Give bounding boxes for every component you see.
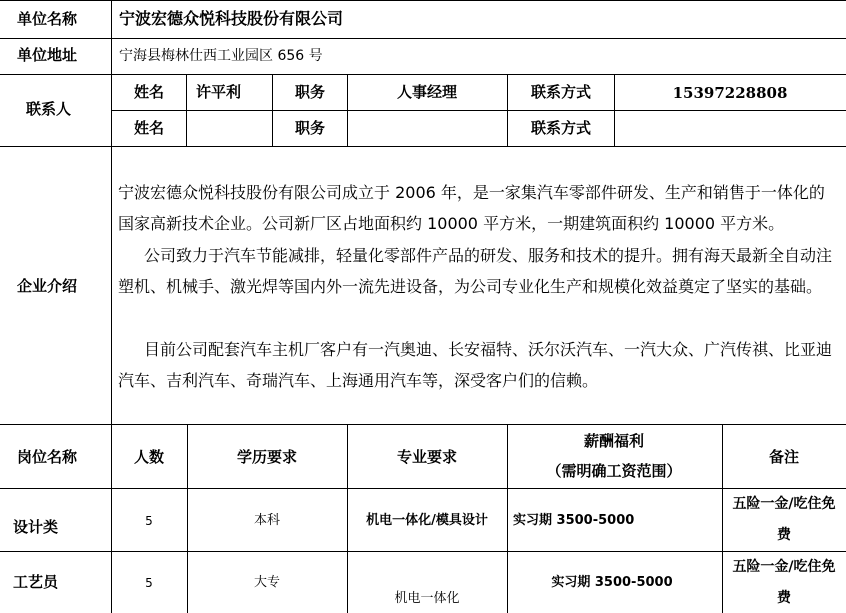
rule-after-header — [0, 488, 846, 489]
job2-note-line2: 费 — [777, 590, 791, 606]
job1-education: 本科 — [253, 513, 281, 528]
contact-phone-label: 联系方式 — [530, 83, 592, 101]
contact-phone: 15397228808 — [672, 84, 788, 102]
header-education: 学历要求 — [236, 448, 298, 466]
header-count: 人数 — [133, 448, 165, 466]
header-salary-line2: （需明确工资范围） — [546, 462, 682, 480]
rule-top — [0, 0, 846, 1]
rule-contact-c4 — [507, 74, 508, 146]
contact-name-label: 姓名 — [133, 83, 165, 101]
intro-paragraph-2: 公司致力于汽车节能减排，轻量化零部件产品的研发、服务和技术的提升。拥有海天最新全自动注塑机、机械手、激光焊等国内外一流先进设备，为公司专业化生产和规模化效益奠定了坚实的基础。 — [118, 246, 833, 296]
job1-note-line1: 五险一金/吃住免 — [732, 496, 836, 512]
job1-position: 设计类 — [13, 518, 59, 536]
company-name-label: 单位名称 — [17, 10, 78, 28]
job2-salary: 实习期 3500-5000 — [551, 575, 673, 590]
contact-title-label: 职务 — [294, 83, 326, 101]
job2-note-line1: 五险一金/吃住免 — [732, 559, 836, 575]
rule-job-c2 — [187, 424, 188, 613]
job2-count: 5 — [145, 576, 153, 590]
contact-label: 联系人 — [26, 100, 72, 118]
job2-major: 机电一体化 — [394, 591, 460, 606]
contact2-phone-label: 联系方式 — [530, 119, 592, 137]
rule-contact-c3 — [347, 74, 348, 146]
job2-education: 大专 — [253, 575, 281, 590]
contact2-name-label: 姓名 — [133, 119, 165, 137]
job1-note-line2: 费 — [777, 527, 791, 543]
rule-contact-mid — [112, 110, 846, 111]
rule-job-c3 — [347, 424, 348, 613]
rule-job-c4 — [507, 424, 508, 613]
job1-major: 机电一体化/模具设计 — [366, 513, 488, 528]
contact-name: 许平利 — [196, 83, 242, 101]
rule-after-intro — [0, 424, 846, 425]
header-position: 岗位名称 — [17, 448, 78, 466]
rule-label-col — [111, 0, 112, 424]
rule-after-contact — [0, 146, 846, 147]
contact-title: 人事经理 — [396, 83, 458, 101]
intro-paragraph-1: 宁波宏德众悦科技股份有限公司成立于 2006 年，是一家集汽车零部件研发、生产和销售于一体化的国家高新技术企业。公司新厂区占地面积约 10000 平方米，一期建筑面积约 10000 平方米。 — [118, 183, 825, 233]
company-address: 宁海县梅林仕西工业园区 656 号 — [119, 48, 323, 64]
job1-count: 5 — [145, 514, 153, 528]
rule-job-c1 — [111, 424, 112, 613]
rule-after-name — [0, 38, 846, 39]
company-name: 宁波宏德众悦科技股份有限公司 — [119, 9, 344, 28]
header-note: 备注 — [768, 448, 800, 466]
intro-paragraph-3: 目前公司配套汽车主机厂客户有一汽奥迪、长安福特、沃尔沃汽车、一汽大众、广汽传祺、比亚迪汽车、吉利汽车、奇瑞汽车、上海通用汽车等，深受客户们的信赖。 — [118, 340, 833, 390]
header-major: 专业要求 — [396, 448, 458, 466]
rule-contact-c2 — [272, 74, 273, 146]
rule-after-row1 — [0, 551, 846, 552]
rule-job-c5 — [722, 424, 723, 613]
job1-salary: 实习期 3500-5000 — [513, 513, 635, 528]
rule-contact-c5 — [614, 74, 615, 146]
header-salary-line1: 薪酬福利 — [583, 432, 645, 450]
rule-after-address — [0, 74, 846, 75]
intro-label: 企业介绍 — [17, 277, 78, 295]
rule-contact-c1 — [186, 74, 187, 146]
company-address-label: 单位地址 — [17, 46, 78, 64]
job2-position: 工艺员 — [13, 573, 59, 591]
contact2-title-label: 职务 — [294, 119, 326, 137]
